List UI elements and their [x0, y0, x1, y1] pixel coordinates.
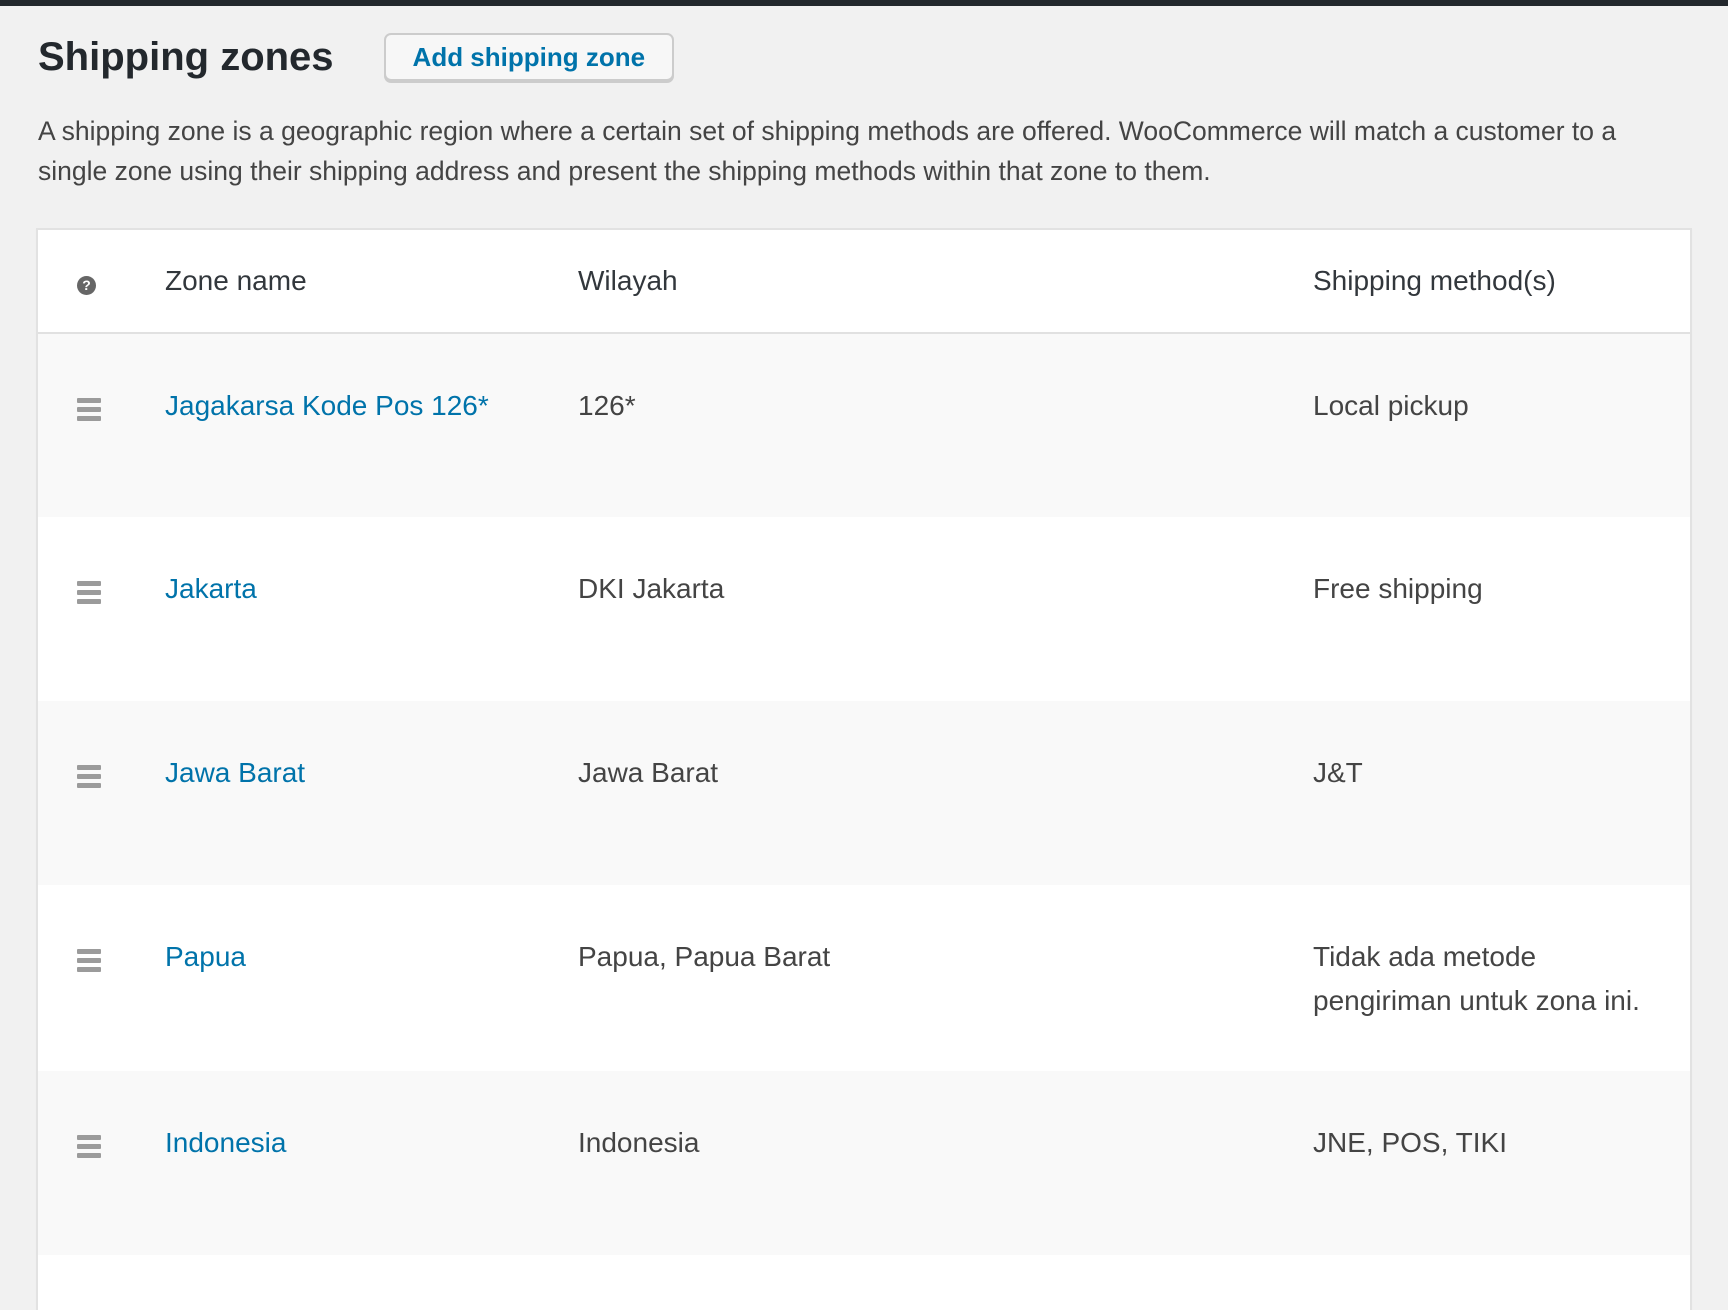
table-row-partial	[38, 1255, 1690, 1310]
zone-methods: Tidak ada metode pengiriman untuk zona ini.	[1313, 941, 1640, 1016]
page-header	[38, 33, 1692, 81]
table-row	[38, 701, 1690, 885]
column-header-region: Wilayah	[553, 230, 1288, 333]
page-description: A shipping zone is a geographic region where a certain set of shipping methods are offered. WooCommerce will match a customer to a single zone using their shipping address and present the shipping methods within that zone to them.	[38, 116, 1617, 186]
zone-name-link[interactable]: Jagakarsa Kode Pos 126*	[165, 390, 489, 421]
drag-handle-icon[interactable]	[77, 949, 101, 972]
drag-handle-icon[interactable]	[77, 765, 101, 788]
drag-handle-icon[interactable]	[77, 581, 101, 604]
column-header-zone-name: Zone name	[140, 230, 553, 333]
zone-region: Papua, Papua Barat	[578, 941, 831, 972]
zone-name-link[interactable]: Papua	[165, 941, 246, 972]
zone-methods: J&T	[1313, 757, 1363, 788]
add-shipping-zone-button[interactable]: Add shipping zone	[384, 33, 675, 81]
zone-name-link[interactable]: Indonesia	[165, 1127, 287, 1158]
zone-methods: Local pickup	[1313, 390, 1469, 421]
drag-handle-icon[interactable]	[77, 1135, 101, 1158]
column-header-methods: Shipping method(s)	[1288, 230, 1690, 333]
zone-name-link[interactable]: Jakarta	[165, 573, 257, 604]
shipping-zones-table-container	[36, 228, 1692, 1310]
zone-region: DKI Jakarta	[578, 573, 725, 604]
zone-methods: JNE, POS, TIKI	[1313, 1127, 1507, 1158]
zone-methods: Free shipping	[1313, 573, 1483, 604]
drag-handle-icon[interactable]	[77, 398, 101, 421]
table-row	[38, 1071, 1690, 1255]
zone-region: 126*	[578, 390, 636, 421]
shipping-zones-table	[38, 230, 1690, 1310]
shipping-zones-page	[0, 6, 1728, 1310]
zone-region: Indonesia	[578, 1127, 700, 1158]
page-title: Shipping zones	[38, 34, 334, 79]
table-header	[38, 230, 1690, 333]
zone-region: Jawa Barat	[578, 757, 719, 788]
table-row	[38, 333, 1690, 517]
zone-name-link[interactable]: Jawa Barat	[165, 757, 306, 788]
table-row	[38, 517, 1690, 701]
help-icon[interactable]: ?	[77, 276, 96, 295]
table-row	[38, 885, 1690, 1071]
